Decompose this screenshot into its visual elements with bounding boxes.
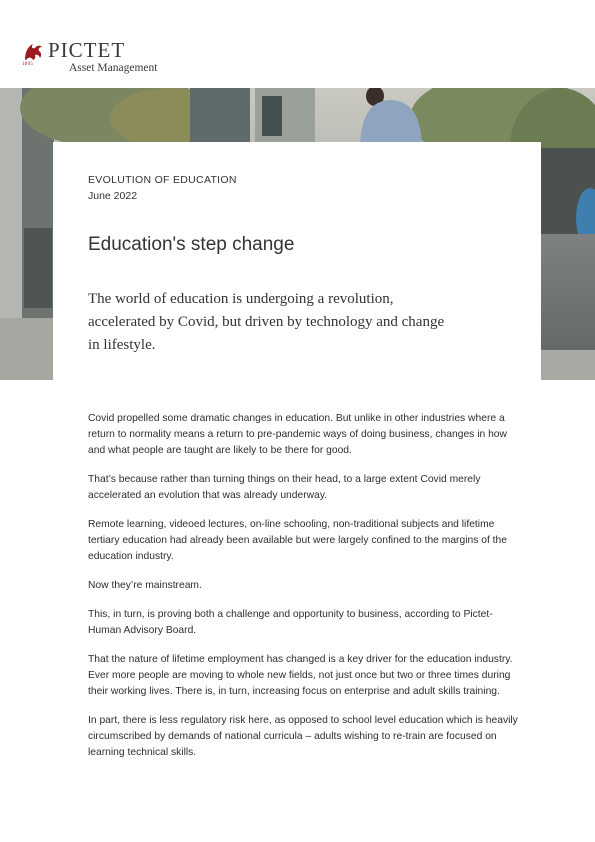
logo-subtitle: Asset Management xyxy=(69,62,158,74)
logo-brand: PICTET xyxy=(48,38,126,62)
body-paragraph: Remote learning, videoed lectures, on-line schooling, non-traditional subjects and lifetime tertiary education had already been available but were largely confined to the margins of the education industry. xyxy=(88,519,507,562)
body-paragraph: Now they’re mainstream. xyxy=(88,580,202,591)
publication-date: June 2022 xyxy=(88,190,138,202)
article-body xyxy=(88,411,518,774)
article-lede: The world of education is undergoing a revolution, accelerated by Covid, but driven by technology and change in lifestyle. xyxy=(88,291,445,353)
header-card xyxy=(53,142,541,380)
pictet-crest-icon xyxy=(22,40,44,64)
body-paragraph: That’s because rather than turning things on their head, to a large extent Covid merely accelerated an evolution that was already underway. xyxy=(88,474,481,501)
article-title: Education's step change xyxy=(88,234,295,255)
logo-year: 1805 xyxy=(22,62,34,67)
body-paragraph: That the nature of lifetime employment has changed is a key driver for the education industry. Ever more people are moving to whole new fields, not just once but two or three times during their working lives. There is, in turn, increasing focus on enterprise and adult skills training. xyxy=(88,654,513,697)
body-paragraph: In part, there is less regulatory risk here, as opposed to school level education which is heavily circumscribed by demands of national curricula – adults wishing to re-train are focused on learning technical skills. xyxy=(88,715,518,758)
pictet-logo xyxy=(22,40,162,76)
body-paragraph: This, in turn, is proving both a challenge and opportunity to business, according to Pictet-Human Advisory Board. xyxy=(88,609,493,636)
series-label: EVOLUTION OF EDUCATION xyxy=(88,174,237,186)
body-paragraph: Covid propelled some dramatic changes in education. But unlike in other industries where a return to normality means a return to pre-pandemic ways of doing business, changes in how and what people are taught are likely to be there for good. xyxy=(88,413,507,456)
